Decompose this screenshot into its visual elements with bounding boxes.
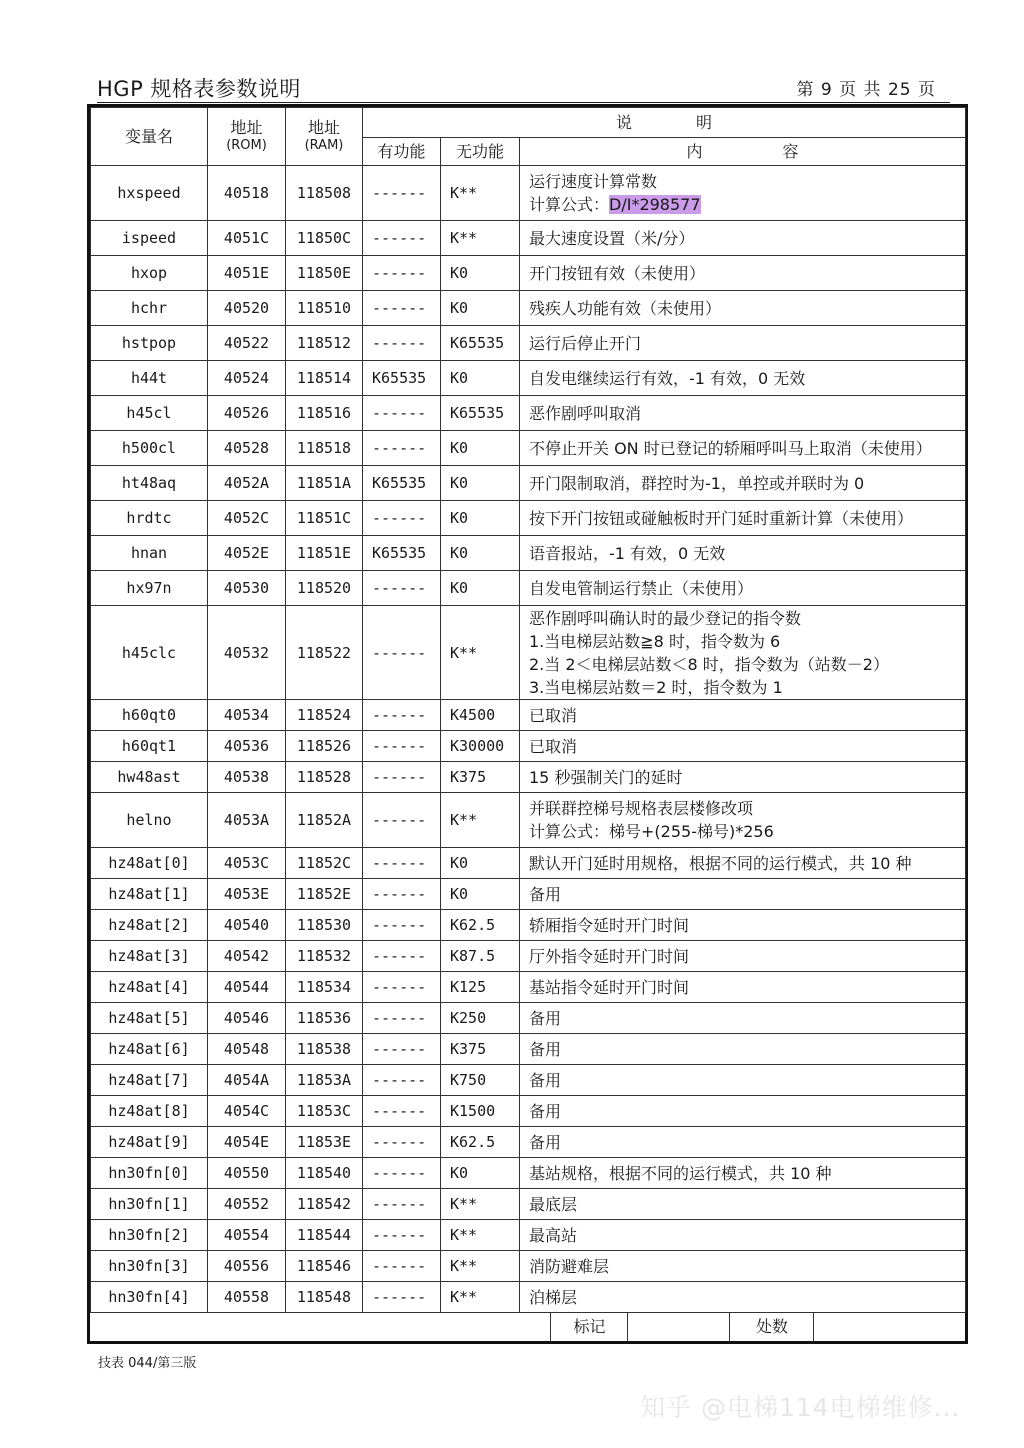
cell-content [520,396,966,431]
content-line: 轿厢指令延时开门时间 [529,915,690,935]
cell-content [520,431,966,466]
cell-content [520,466,966,501]
cell-rom-address: 40546 [208,1003,286,1034]
cell-variable-name: hz48at[9] [91,1127,208,1158]
cell-variable-name: hw48ast [91,762,208,793]
table-row [91,606,966,700]
table-row [91,941,966,972]
content-line: 残疾人功能有效（未使用） [529,298,722,318]
table-row [91,731,966,762]
cell-func-off: K** [441,1282,520,1313]
cell-content [520,571,966,606]
cell-content [520,1282,966,1313]
content-line: 不停止开关 ON 时已登记的轿厢呼叫马上取消（未使用） [529,438,932,458]
header-ram-top: 地址 [307,117,340,137]
cell-func-off: K** [441,1220,520,1251]
cell-content [520,1096,966,1127]
cell-func-on: ------ [363,1189,441,1220]
table-row [91,1189,966,1220]
cell-func-off: K125 [441,972,520,1003]
cell-variable-name: hn30fn[1] [91,1189,208,1220]
page-number: 第 9 页 共 25 页 [796,80,936,100]
content-line: 开门按钮有效（未使用） [529,263,706,283]
cell-rom-address: 40526 [208,396,286,431]
cell-content [520,848,966,879]
cell-func-on: ------ [363,762,441,793]
content-line: 消防避难层 [529,1256,610,1276]
cell-variable-name: hz48at[1] [91,879,208,910]
cell-content [520,221,966,256]
cell-func-off: K0 [441,879,520,910]
cell-func-off: K** [441,793,520,848]
cell-func-on: ------ [363,941,441,972]
table-row [91,221,966,256]
header-name: 变量名 [91,108,208,166]
content-line: 备用 [529,1101,562,1121]
table-row [91,1003,966,1034]
cell-content [520,291,966,326]
cell-func-on: ------ [363,571,441,606]
form-number: 技表 044/第三版 [98,1356,197,1371]
content-line: 1.当电梯层站数≧8 时，指令数为 6 [529,631,781,651]
table-row [91,361,966,396]
cell-variable-name: hn30fn[4] [91,1282,208,1313]
cell-rom-address: 40536 [208,731,286,762]
cell-ram-address: 118520 [286,571,363,606]
cell-func-off: K0 [441,1158,520,1189]
cell-func-off: K4500 [441,700,520,731]
table-row [91,1065,966,1096]
parameter-table [90,107,966,1313]
cell-rom-address: 4052E [208,536,286,571]
cell-ram-address: 11852E [286,879,363,910]
cell-func-on: ------ [363,291,441,326]
cell-content [520,1251,966,1282]
cell-ram-address: 118532 [286,941,363,972]
header-func-on: 有功能 [363,138,441,166]
cell-content [520,1158,966,1189]
cell-variable-name: hxspeed [91,166,208,221]
cell-rom-address: 4054E [208,1127,286,1158]
cell-content [520,793,966,848]
cell-content [520,762,966,793]
highlighted-formula: D/I*298577 [609,195,701,214]
table-row [91,793,966,848]
cell-func-on: ------ [363,1251,441,1282]
cell-rom-address: 4053A [208,793,286,848]
table-row [91,1034,966,1065]
cell-func-off: K250 [441,1003,520,1034]
cell-func-off: K375 [441,762,520,793]
cell-rom-address: 40548 [208,1034,286,1065]
table-row [91,536,966,571]
header-ram [286,108,363,166]
cell-variable-name: hrdtc [91,501,208,536]
page-header [97,76,950,103]
cell-func-off: K0 [441,536,520,571]
cell-func-on: ------ [363,972,441,1003]
content-line: 默认开门延时用规格，根据不同的运行模式，共 10 种 [529,853,912,873]
cell-func-off: K0 [441,571,520,606]
cell-ram-address: 118534 [286,972,363,1003]
document-title: HGP 规格表参数说明 [97,77,301,101]
cell-variable-name: h60qt0 [91,700,208,731]
table-row [91,431,966,466]
cell-rom-address: 40544 [208,972,286,1003]
table-row [91,700,966,731]
cell-rom-address: 40540 [208,910,286,941]
content-line: 并联群控梯号规格表层楼修改项 [529,799,754,818]
cell-rom-address: 40542 [208,941,286,972]
cell-rom-address: 4054C [208,1096,286,1127]
cell-func-off: K65535 [441,326,520,361]
cell-content [520,1127,966,1158]
table-row [91,466,966,501]
cell-func-on: ------ [363,166,441,221]
content-line: 语音报站，-1 有效，0 无效 [529,543,726,563]
cell-ram-address: 118536 [286,1003,363,1034]
cell-content [520,606,966,700]
cell-func-on: K65535 [363,466,441,501]
count-value [813,1313,966,1341]
content-line: 3.当电梯层站数＝2 时，指令数为 1 [529,677,783,697]
formula-prefix: 计算公式： [529,195,610,214]
cell-rom-address: 4054A [208,1065,286,1096]
cell-content [520,1220,966,1251]
cell-variable-name: hz48at[5] [91,1003,208,1034]
cell-variable-name: hstpop [91,326,208,361]
cell-content [520,1065,966,1096]
mark-value [627,1313,730,1341]
cell-func-on: ------ [363,1003,441,1034]
cell-content [520,536,966,571]
cell-variable-name: hn30fn[3] [91,1251,208,1282]
cell-ram-address: 118542 [286,1189,363,1220]
content-line: 备用 [529,1008,562,1028]
header-rom-top: 地址 [230,117,263,137]
cell-func-on: ------ [363,1065,441,1096]
cell-func-on: ------ [363,256,441,291]
cell-ram-address: 11850E [286,256,363,291]
table-row [91,571,966,606]
cell-ram-address: 11852C [286,848,363,879]
content-line: 备用 [529,884,562,904]
cell-ram-address: 11853A [286,1065,363,1096]
table-row [91,879,966,910]
cell-variable-name: hz48at[6] [91,1034,208,1065]
table-row [91,1282,966,1313]
cell-func-off: K0 [441,466,520,501]
content-line: 15 秒强制关门的延时 [529,767,683,787]
formula-line [529,193,965,216]
content-line: 厅外指令延时开门时间 [529,946,690,966]
cell-ram-address: 11851C [286,501,363,536]
table-row [91,1158,966,1189]
cell-ram-address: 118544 [286,1220,363,1251]
table-row [91,1220,966,1251]
content-line: 泊梯层 [529,1287,578,1307]
content-line: 恶作剧呼叫确认时的最少登记的指令数 [529,608,802,628]
table-row [91,256,966,291]
cell-content [520,361,966,396]
content-line: 最底层 [529,1194,578,1214]
table-row [91,972,966,1003]
cell-ram-address: 11851E [286,536,363,571]
cell-ram-address: 118518 [286,431,363,466]
cell-ram-address: 118528 [286,762,363,793]
cell-rom-address: 40554 [208,1220,286,1251]
content-line: 计算公式：梯号+(255-梯号)*256 [529,822,774,841]
header-ram-sub: (RAM) [304,137,344,153]
content-line: 运行后停止开门 [529,333,642,353]
cell-content [520,1003,966,1034]
cell-func-on: ------ [363,910,441,941]
cell-variable-name: hz48at[0] [91,848,208,879]
cell-content [520,700,966,731]
cell-variable-name: h45clc [91,606,208,700]
cell-func-off: K375 [441,1034,520,1065]
cell-ram-address: 118548 [286,1282,363,1313]
cell-ram-address: 118538 [286,1034,363,1065]
cell-func-off: K62.5 [441,910,520,941]
cell-func-off: K0 [441,361,520,396]
cell-ram-address: 11852A [286,793,363,848]
cell-rom-address: 40558 [208,1282,286,1313]
cell-func-off: K0 [441,256,520,291]
table-row [91,501,966,536]
cell-ram-address: 118512 [286,326,363,361]
cell-variable-name: hnan [91,536,208,571]
content-line: 已取消 [529,736,578,756]
cell-ram-address: 11853C [286,1096,363,1127]
cell-variable-name: hx97n [91,571,208,606]
spec-table-frame [87,104,968,1344]
cell-func-off: K0 [441,431,520,466]
table-row [91,1127,966,1158]
content-line: 基站指令延时开门时间 [529,977,690,997]
cell-variable-name: ispeed [91,221,208,256]
cell-func-on: ------ [363,221,441,256]
cell-ram-address: 11853E [286,1127,363,1158]
content-line: 备用 [529,1039,562,1059]
cell-func-off: K65535 [441,396,520,431]
cell-content [520,910,966,941]
cell-func-on: K65535 [363,361,441,396]
cell-ram-address: 118510 [286,291,363,326]
table-row [91,291,966,326]
cell-rom-address: 4052C [208,501,286,536]
table-row [91,166,966,221]
cell-func-on: ------ [363,606,441,700]
cell-func-on: ------ [363,396,441,431]
cell-ram-address: 118516 [286,396,363,431]
content-line: 已取消 [529,705,578,725]
cell-func-off: K87.5 [441,941,520,972]
cell-rom-address: 40534 [208,700,286,731]
cell-rom-address: 40530 [208,571,286,606]
cell-variable-name: hn30fn[0] [91,1158,208,1189]
cell-func-off: K750 [441,1065,520,1096]
cell-func-off: K0 [441,501,520,536]
cell-func-on: ------ [363,1034,441,1065]
cell-rom-address: 40550 [208,1158,286,1189]
cell-content [520,1189,966,1220]
cell-rom-address: 4053C [208,848,286,879]
cell-ram-address: 118526 [286,731,363,762]
cell-rom-address: 40532 [208,606,286,700]
cell-func-on: ------ [363,1158,441,1189]
cell-func-on: ------ [363,700,441,731]
cell-func-on: ------ [363,326,441,361]
cell-func-on: ------ [363,848,441,879]
cell-content [520,941,966,972]
cell-func-on: ------ [363,431,441,466]
cell-func-off: K30000 [441,731,520,762]
content-line: 最高站 [529,1225,578,1245]
cell-variable-name: h60qt1 [91,731,208,762]
cell-rom-address: 40538 [208,762,286,793]
content-line: 最大速度设置（米/分） [529,228,695,248]
content-line: 基站规格，根据不同的运行模式，共 10 种 [529,1163,832,1183]
cell-content [520,731,966,762]
cell-func-on: ------ [363,731,441,762]
cell-ram-address: 118522 [286,606,363,700]
cell-rom-address: 40518 [208,166,286,221]
cell-func-off: K** [441,166,520,221]
cell-content [520,1034,966,1065]
table-row [91,396,966,431]
cell-variable-name: hn30fn[2] [91,1220,208,1251]
watermark: 知乎 @电梯114电梯维修... [640,1393,961,1422]
signoff-row [90,1313,965,1341]
table-body [91,166,966,1313]
cell-ram-address: 118514 [286,361,363,396]
cell-ram-address: 118540 [286,1158,363,1189]
cell-func-off: K** [441,606,520,700]
cell-rom-address: 4051C [208,221,286,256]
cell-variable-name: helno [91,793,208,848]
cell-content [520,501,966,536]
cell-rom-address: 4053E [208,879,286,910]
content-line: 开门限制取消，群控时为-1，单控或并联时为 0 [529,473,865,493]
content-line: 运行速度计算常数 [529,172,658,191]
cell-ram-address: 118546 [286,1251,363,1282]
cell-func-off: K0 [441,848,520,879]
header-rom [208,108,286,166]
table-row [91,1251,966,1282]
cell-content [520,256,966,291]
cell-content [520,879,966,910]
cell-rom-address: 40524 [208,361,286,396]
header-description: 说 明 [363,108,966,138]
cell-rom-address: 40522 [208,326,286,361]
cell-variable-name: ht48aq [91,466,208,501]
cell-func-on: K65535 [363,536,441,571]
cell-func-off: K1500 [441,1096,520,1127]
cell-rom-address: 40520 [208,291,286,326]
mark-label: 标记 [550,1313,628,1341]
cell-content [520,166,966,221]
table-row [91,762,966,793]
header-content: 内 容 [520,138,966,166]
cell-rom-address: 4052A [208,466,286,501]
content-line: 2.当 2＜电梯层站数＜8 时，指令数为（站数－2） [529,654,889,674]
cell-rom-address: 40528 [208,431,286,466]
content-line: 按下开门按钮或碰触板时开门延时重新计算（未使用） [529,508,914,528]
cell-content [520,972,966,1003]
cell-variable-name: h500cl [91,431,208,466]
content-line: 备用 [529,1132,562,1152]
header-func-off: 无功能 [441,138,520,166]
cell-func-off: K** [441,1251,520,1282]
cell-rom-address: 4051E [208,256,286,291]
count-label: 处数 [729,1313,814,1341]
cell-func-off: K62.5 [441,1127,520,1158]
cell-ram-address: 118524 [286,700,363,731]
cell-ram-address: 118508 [286,166,363,221]
cell-func-off: K0 [441,291,520,326]
cell-ram-address: 11850C [286,221,363,256]
cell-func-off: K** [441,1189,520,1220]
cell-func-on: ------ [363,501,441,536]
cell-variable-name: hz48at[2] [91,910,208,941]
table-row [91,848,966,879]
table-row [91,910,966,941]
cell-variable-name: hxop [91,256,208,291]
cell-ram-address: 118530 [286,910,363,941]
cell-func-off: K** [441,221,520,256]
cell-content [520,326,966,361]
cell-func-on: ------ [363,1282,441,1313]
cell-variable-name: h44t [91,361,208,396]
cell-variable-name: hz48at[4] [91,972,208,1003]
cell-rom-address: 40556 [208,1251,286,1282]
cell-variable-name: hz48at[3] [91,941,208,972]
cell-func-on: ------ [363,1096,441,1127]
header-rom-sub: (ROM) [226,137,267,153]
content-line: 自发电继续运行有效，-1 有效，0 无效 [529,368,806,388]
cell-variable-name: hz48at[8] [91,1096,208,1127]
table-row [91,326,966,361]
cell-variable-name: hz48at[7] [91,1065,208,1096]
cell-variable-name: h45cl [91,396,208,431]
cell-func-on: ------ [363,1220,441,1251]
cell-func-on: ------ [363,1127,441,1158]
cell-ram-address: 11851A [286,466,363,501]
content-line: 备用 [529,1070,562,1090]
cell-func-on: ------ [363,793,441,848]
cell-variable-name: hchr [91,291,208,326]
content-line: 恶作剧呼叫取消 [529,403,642,423]
content-line: 自发电管制运行禁止（未使用） [529,578,754,598]
cell-func-on: ------ [363,879,441,910]
table-row [91,1096,966,1127]
cell-rom-address: 40552 [208,1189,286,1220]
